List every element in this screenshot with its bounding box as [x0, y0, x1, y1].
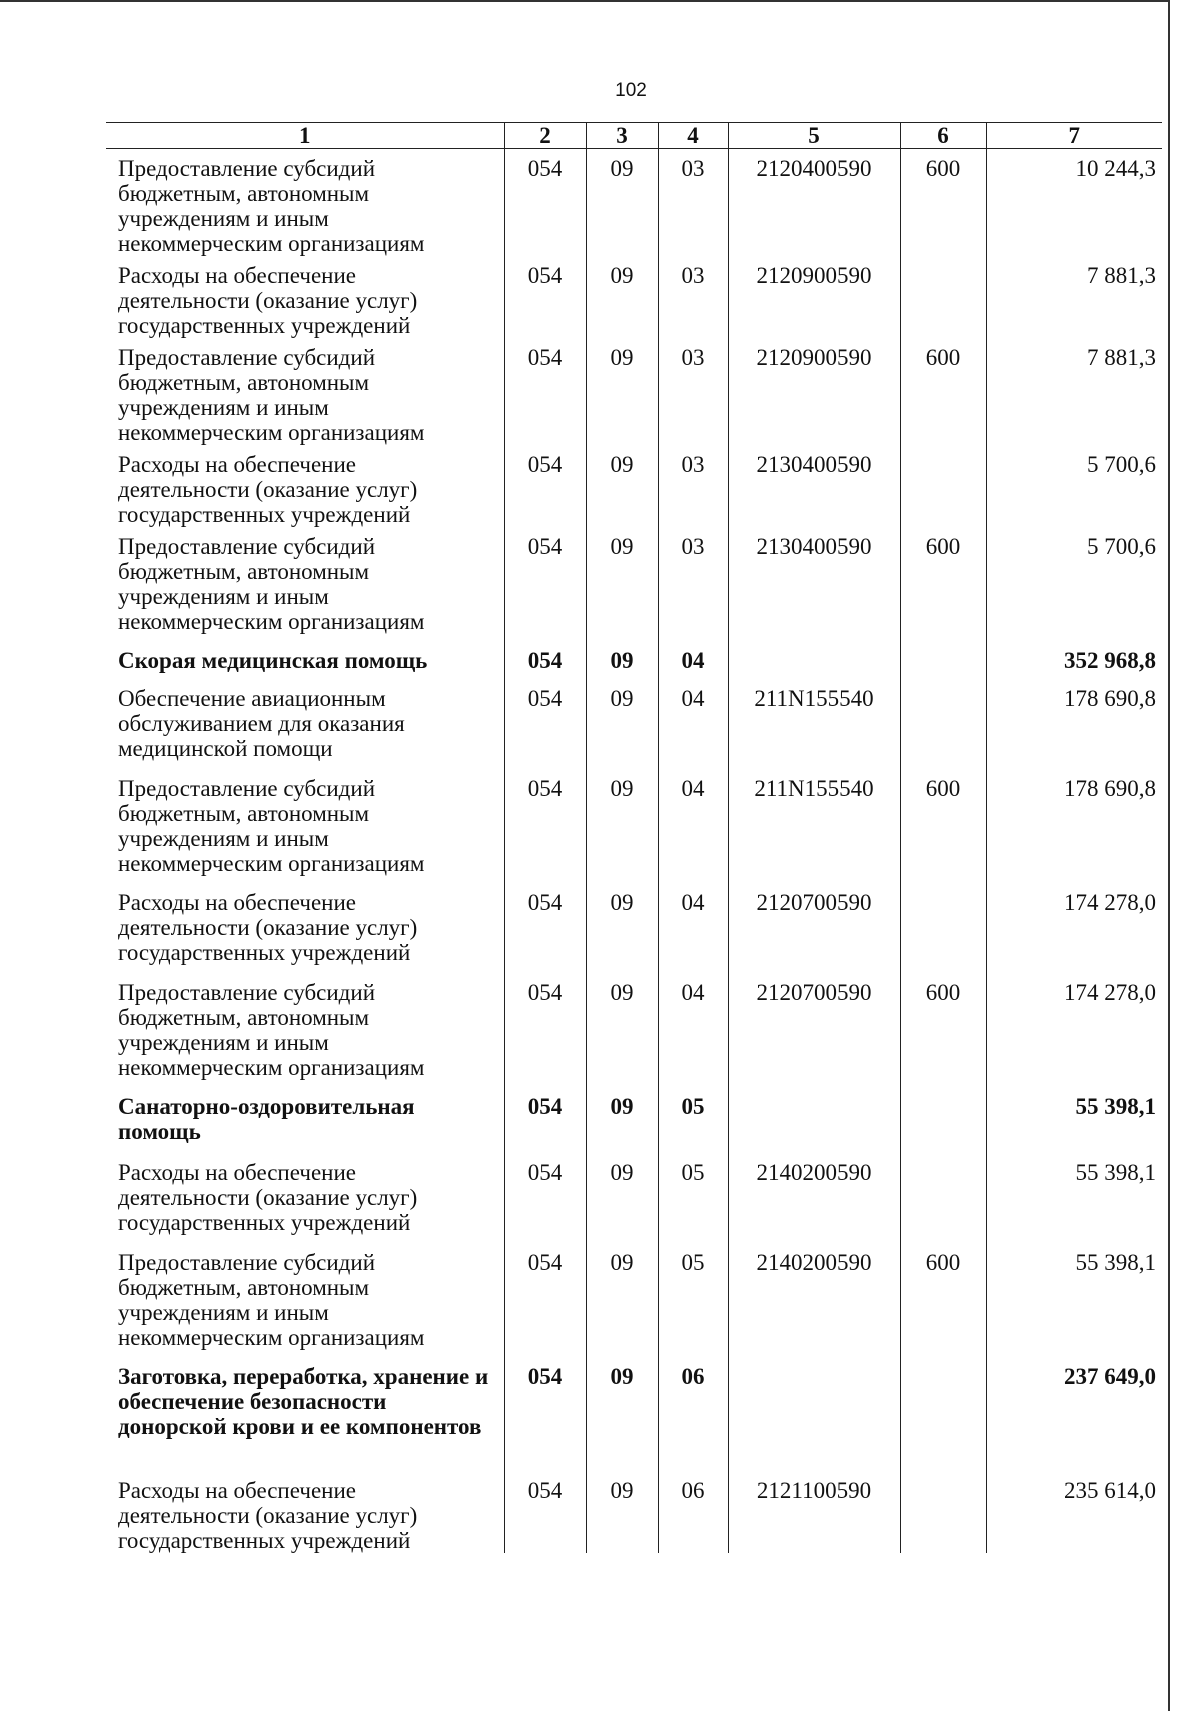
cell-admin-code: 054 — [504, 1087, 586, 1153]
cell-expense-type: 600 — [900, 338, 986, 445]
cell-target-article — [728, 641, 900, 679]
table-row — [106, 445, 1162, 527]
cell-expense-type — [900, 1471, 986, 1553]
cell-subsection-code: 03 — [658, 445, 728, 527]
cell-section-code: 09 — [586, 338, 658, 445]
cell-expense-type — [900, 679, 986, 769]
cell-subsection-code: 04 — [658, 883, 728, 973]
column-header: 7 — [986, 123, 1162, 149]
cell-target-article: 2130400590 — [728, 445, 900, 527]
table-row — [106, 338, 1162, 445]
cell-amount: 178 690,8 — [986, 679, 1162, 769]
cell-target-article: 2121100590 — [728, 1471, 900, 1553]
row-description: Предоставление субсидий бюджетным, автономным учреждениям и иным некоммерческим организациям — [106, 1243, 504, 1357]
cell-section-code: 09 — [586, 1153, 658, 1243]
column-header: 6 — [900, 123, 986, 149]
table-row-section — [106, 1087, 1162, 1153]
cell-subsection-code: 04 — [658, 641, 728, 679]
cell-expense-type — [900, 445, 986, 527]
cell-expense-type — [900, 883, 986, 973]
cell-amount: 5 700,6 — [986, 527, 1162, 641]
table-row — [106, 527, 1162, 641]
cell-amount: 7 881,3 — [986, 338, 1162, 445]
cell-admin-code: 054 — [504, 769, 586, 883]
row-description: Обеспечение авиационным обслуживанием для оказания медицинской помощи — [106, 679, 504, 769]
cell-admin-code: 054 — [504, 527, 586, 641]
table-row — [106, 256, 1162, 338]
cell-subsection-code: 05 — [658, 1153, 728, 1243]
table-row-section — [106, 641, 1162, 679]
cell-target-article: 2120900590 — [728, 256, 900, 338]
cell-expense-type: 600 — [900, 149, 986, 257]
cell-admin-code: 054 — [504, 679, 586, 769]
cell-section-code: 09 — [586, 973, 658, 1087]
cell-target-article — [728, 1357, 900, 1471]
cell-amount: 235 614,0 — [986, 1471, 1162, 1553]
header-row — [106, 123, 1162, 149]
column-header: 1 — [106, 123, 504, 149]
row-description: Расходы на обеспечение деятельности (оказание услуг) государственных учреждений — [106, 883, 504, 973]
cell-admin-code: 054 — [504, 883, 586, 973]
cell-admin-code: 054 — [504, 1357, 586, 1471]
cell-amount: 55 398,1 — [986, 1153, 1162, 1243]
cell-target-article: 211N155540 — [728, 769, 900, 883]
cell-section-code: 09 — [586, 1471, 658, 1553]
cell-subsection-code: 03 — [658, 149, 728, 257]
cell-expense-type — [900, 256, 986, 338]
cell-section-code: 09 — [586, 769, 658, 883]
cell-section-code: 09 — [586, 1243, 658, 1357]
cell-subsection-code: 03 — [658, 527, 728, 641]
column-header: 5 — [728, 123, 900, 149]
cell-section-code: 09 — [586, 1357, 658, 1471]
cell-amount: 55 398,1 — [986, 1243, 1162, 1357]
cell-subsection-code: 06 — [658, 1471, 728, 1553]
cell-expense-type — [900, 1357, 986, 1471]
cell-target-article: 2120700590 — [728, 883, 900, 973]
table-row-section — [106, 1357, 1162, 1471]
page-number: 102 — [615, 80, 647, 101]
cell-amount: 237 649,0 — [986, 1357, 1162, 1471]
cell-target-article: 2130400590 — [728, 527, 900, 641]
cell-subsection-code: 03 — [658, 256, 728, 338]
row-description: Расходы на обеспечение деятельности (оказание услуг) государственных учреждений — [106, 1471, 504, 1553]
cell-admin-code: 054 — [504, 641, 586, 679]
cell-amount: 5 700,6 — [986, 445, 1162, 527]
cell-section-code: 09 — [586, 641, 658, 679]
table-row — [106, 769, 1162, 883]
cell-expense-type — [900, 1153, 986, 1243]
cell-admin-code: 054 — [504, 445, 586, 527]
budget-table — [106, 122, 1162, 1553]
cell-subsection-code: 06 — [658, 1357, 728, 1471]
cell-amount: 174 278,0 — [986, 883, 1162, 973]
cell-expense-type: 600 — [900, 1243, 986, 1357]
cell-subsection-code: 04 — [658, 769, 728, 883]
cell-expense-type — [900, 641, 986, 679]
row-description: Скорая медицинская помощь — [106, 641, 504, 679]
table-row — [106, 973, 1162, 1087]
cell-expense-type — [900, 1087, 986, 1153]
table-row — [106, 679, 1162, 769]
row-description: Предоставление субсидий бюджетным, автономным учреждениям и иным некоммерческим организациям — [106, 149, 504, 257]
table-row — [106, 149, 1162, 257]
cell-amount: 178 690,8 — [986, 769, 1162, 883]
cell-admin-code: 054 — [504, 1153, 586, 1243]
cell-target-article: 2140200590 — [728, 1243, 900, 1357]
cell-section-code: 09 — [586, 256, 658, 338]
cell-section-code: 09 — [586, 883, 658, 973]
cell-admin-code: 054 — [504, 973, 586, 1087]
cell-expense-type: 600 — [900, 527, 986, 641]
row-description: Расходы на обеспечение деятельности (оказание услуг) государственных учреждений — [106, 256, 504, 338]
cell-section-code: 09 — [586, 679, 658, 769]
column-header: 3 — [586, 123, 658, 149]
cell-target-article — [728, 1087, 900, 1153]
cell-target-article: 2120700590 — [728, 973, 900, 1087]
cell-subsection-code: 03 — [658, 338, 728, 445]
cell-admin-code: 054 — [504, 1243, 586, 1357]
cell-subsection-code: 05 — [658, 1243, 728, 1357]
cell-expense-type: 600 — [900, 769, 986, 883]
cell-section-code: 09 — [586, 445, 658, 527]
cell-subsection-code: 05 — [658, 1087, 728, 1153]
cell-amount: 174 278,0 — [986, 973, 1162, 1087]
cell-admin-code: 054 — [504, 256, 586, 338]
cell-subsection-code: 04 — [658, 973, 728, 1087]
cell-admin-code: 054 — [504, 149, 586, 257]
cell-amount: 352 968,8 — [986, 641, 1162, 679]
cell-admin-code: 054 — [504, 1471, 586, 1553]
row-description: Предоставление субсидий бюджетным, автономным учреждениям и иным некоммерческим организациям — [106, 527, 504, 641]
table-body — [106, 149, 1162, 1554]
cell-section-code: 09 — [586, 527, 658, 641]
cell-section-code: 09 — [586, 1087, 658, 1153]
cell-amount: 55 398,1 — [986, 1087, 1162, 1153]
table-row — [106, 1471, 1162, 1553]
cell-section-code: 09 — [586, 149, 658, 257]
cell-subsection-code: 04 — [658, 679, 728, 769]
row-description: Предоставление субсидий бюджетным, автономным учреждениям и иным некоммерческим организациям — [106, 769, 504, 883]
column-header: 4 — [658, 123, 728, 149]
row-description: Расходы на обеспечение деятельности (оказание услуг) государственных учреждений — [106, 1153, 504, 1243]
cell-amount: 7 881,3 — [986, 256, 1162, 338]
cell-target-article: 2120400590 — [728, 149, 900, 257]
table-row — [106, 883, 1162, 973]
cell-expense-type: 600 — [900, 973, 986, 1087]
table-row — [106, 1243, 1162, 1357]
row-description: Расходы на обеспечение деятельности (оказание услуг) государственных учреждений — [106, 445, 504, 527]
table-row — [106, 1153, 1162, 1243]
row-description: Предоставление субсидий бюджетным, автономным учреждениям и иным некоммерческим организациям — [106, 973, 504, 1087]
cell-target-article: 2120900590 — [728, 338, 900, 445]
cell-target-article: 2140200590 — [728, 1153, 900, 1243]
column-header: 2 — [504, 123, 586, 149]
row-description: Заготовка, переработка, хранение и обеспечение безопасности донорской крови и ее компонентов — [106, 1357, 504, 1471]
cell-amount: 10 244,3 — [986, 149, 1162, 257]
row-description: Предоставление субсидий бюджетным, автономным учреждениям и иным некоммерческим организациям — [106, 338, 504, 445]
row-description: Санаторно-оздоровительная помощь — [106, 1087, 504, 1153]
cell-admin-code: 054 — [504, 338, 586, 445]
cell-target-article: 211N155540 — [728, 679, 900, 769]
